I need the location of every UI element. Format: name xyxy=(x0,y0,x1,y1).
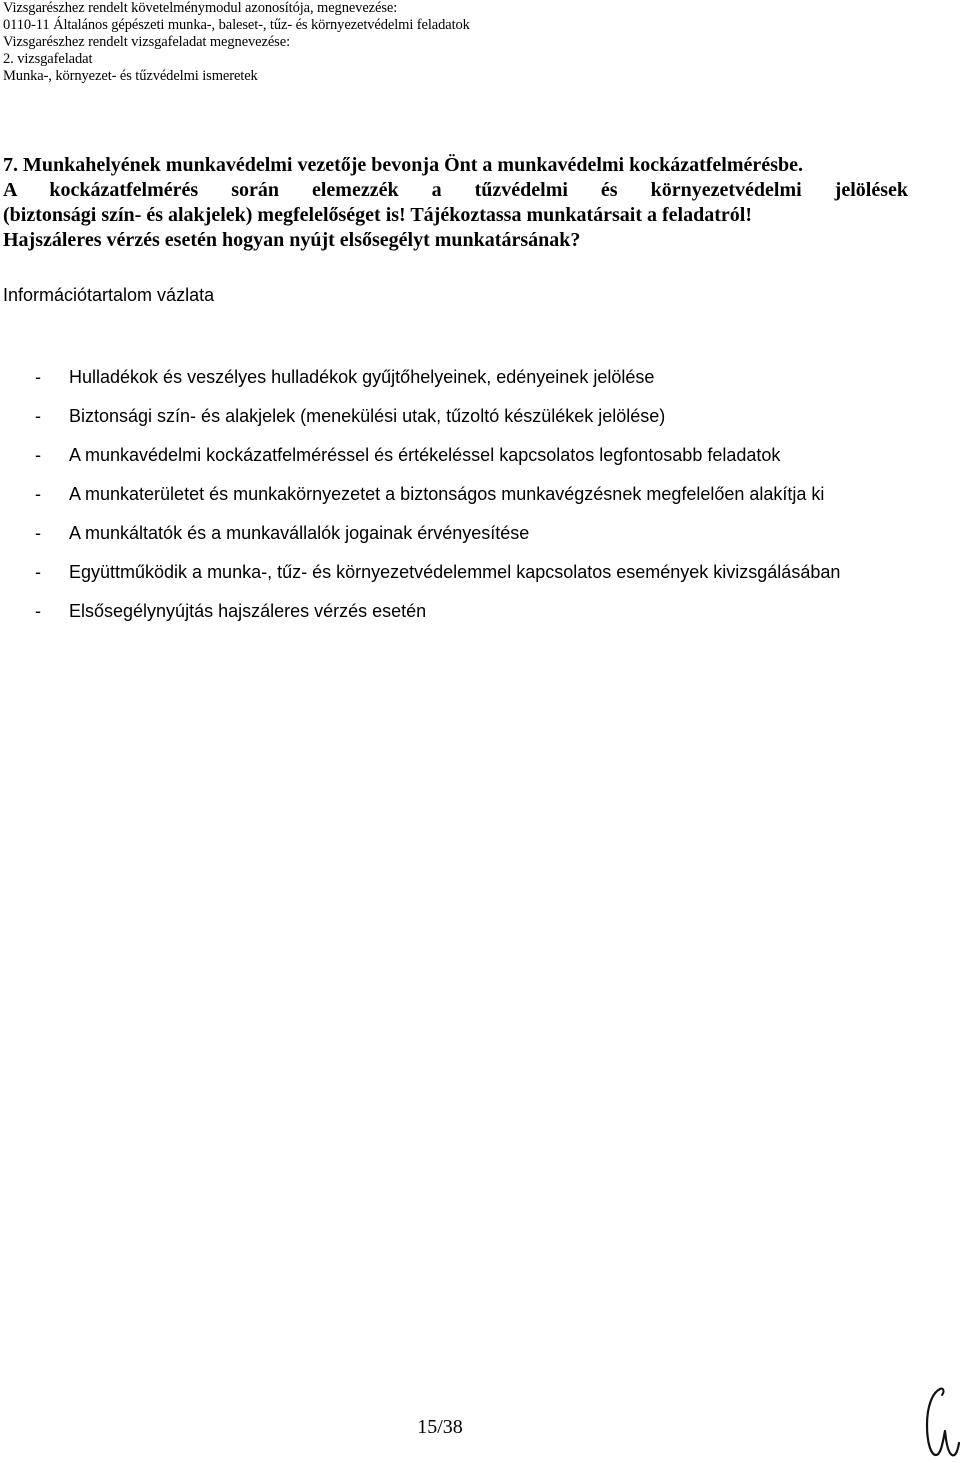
list-item-text: Biztonsági szín- és alakjelek (menekülési utak, tűzoltó készülékek jelölése) xyxy=(69,406,666,426)
bullet-dash: - xyxy=(35,523,41,543)
header-module-label: Vizsgarészhez rendelt követelménymodul azonosítója, megnevezése: xyxy=(3,0,398,16)
list-item-text: Elsősegélynyújtás hajszáleres vérzés esetén xyxy=(69,601,427,621)
list-item xyxy=(35,475,915,514)
list-item xyxy=(35,592,915,631)
outline-title: Információtartalom vázlata xyxy=(3,285,215,305)
bullet-dash: - xyxy=(35,601,41,621)
page-number: 15/38 xyxy=(417,1416,463,1438)
list-item xyxy=(35,436,915,475)
header-task-number: 2. vizsgafeladat xyxy=(3,51,93,67)
list-item xyxy=(35,358,915,397)
list-item-text: Hulladékok és veszélyes hulladékok gyűjtőhelyeinek, edényeinek jelölése xyxy=(69,367,655,387)
list-item xyxy=(35,514,915,553)
header-task-label: Vizsgarészhez rendelt vizsgafeladat megnevezése: xyxy=(3,34,290,50)
list-item-text: A munkavédelmi kockázatfelméréssel és értékeléssel kapcsolatos legfontosabb feladatok xyxy=(69,445,781,465)
list-item-text: A munkaterületet és munkakörnyezetet a biztonságos munkavégzésnek megfelelően alakítja ki xyxy=(69,484,825,504)
list-item xyxy=(35,397,915,436)
exam-question xyxy=(3,153,908,253)
header-task-name: Munka-, környezet- és tűzvédelmi ismeretek xyxy=(3,68,258,84)
question-line: 7. Munkahelyének munkavédelmi vezetője bevonja Önt a munkavédelmi kockázatfelmérésbe. xyxy=(3,154,803,176)
question-line: (biztonsági szín- és alakjelek) megfelelőséget is! Tájékoztassa munkatársait a feladatról! xyxy=(3,204,752,226)
bullet-dash: - xyxy=(35,562,41,582)
question-line: A kockázatfelmérés során elemezzék a tűzvédelmi és környezetvédelmi jelölések xyxy=(3,179,908,201)
list-item xyxy=(35,553,915,592)
bullet-dash: - xyxy=(35,367,41,387)
bullet-dash: - xyxy=(35,484,41,504)
outline-list xyxy=(35,358,915,631)
bullet-dash: - xyxy=(35,445,41,465)
bullet-dash: - xyxy=(35,406,41,426)
document-header xyxy=(3,0,953,85)
signature-mark xyxy=(918,1383,960,1463)
list-item-text: A munkáltatók és a munkavállalók jogainak érvényesítése xyxy=(69,523,530,543)
list-item-text: Együttműködik a munka-, tűz- és környezetvédelemmel kapcsolatos események kivizsgálásában xyxy=(69,562,841,582)
question-line: Hajszáleres vérzés esetén hogyan nyújt elsősegélyt munkatársának? xyxy=(3,229,581,251)
header-module-name: 0110-11 Általános gépészeti munka-, baleset-, tűz- és környezetvédelmi feladatok xyxy=(3,17,470,33)
